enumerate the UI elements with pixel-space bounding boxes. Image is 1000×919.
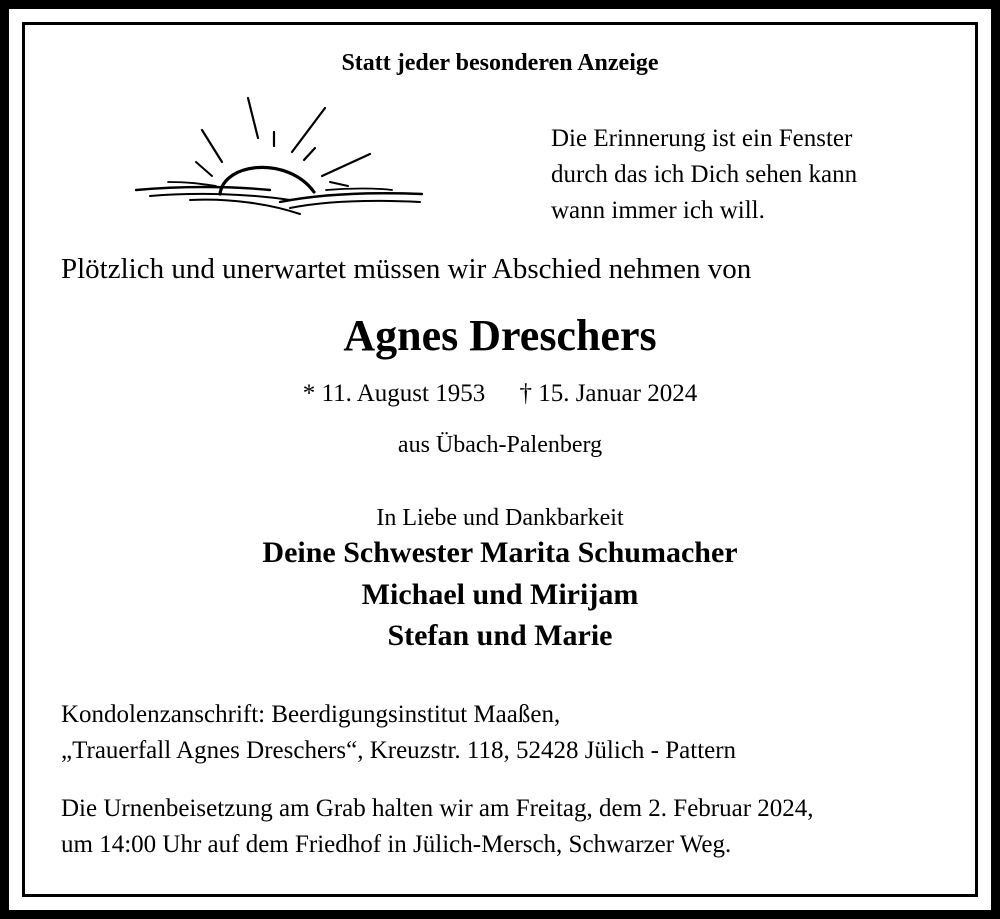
mourner-name: Stefan und Marie [387,619,613,652]
hometown: aus Übach-Palenberg [397,432,603,458]
mourner-name: Michael und Mirijam [361,578,639,611]
announcement-intro: Plötzlich und unerwartet müssen wir Abschied nehmen von [61,253,752,285]
funeral-line: Die Urnenbeisetzung am Grab halten wir am Freitag, dem 2. Februar 2024, [61,795,814,822]
birth-date: * 11. August 1953 [302,380,486,407]
condolence-address [61,697,736,769]
memorial-verse [551,121,857,229]
mourners-intro: In Liebe und Dankbarkeit [376,505,624,531]
verse-line: wann immer ich will. [551,197,765,224]
notice-header: Statt jeder besonderen Anzeige [341,50,659,76]
verse-line: Die Erinnerung ist ein Fenster [551,125,853,152]
condolence-line: „Trauerfall Agnes Dreschers“, Kreuzstr. 118, 52428 Jülich - Pattern [61,737,737,764]
life-dates [0,380,1000,408]
funeral-details [61,791,814,863]
sunset-icon [130,90,430,230]
funeral-line: um 14:00 Uhr auf dem Friedhof in Jülich-Mersch, Schwarzer Weg. [61,831,732,858]
verse-line: durch das ich Dich sehen kann [551,161,858,188]
mourner-name: Deine Schwester Marita Schumacher [262,536,738,569]
deceased-name: Agnes Dreschers [343,311,657,360]
condolence-line: Kondolenzanschrift: Beerdigungsinstitut Maaßen, [61,701,561,728]
death-date: † 15. Januar 2024 [519,380,698,407]
